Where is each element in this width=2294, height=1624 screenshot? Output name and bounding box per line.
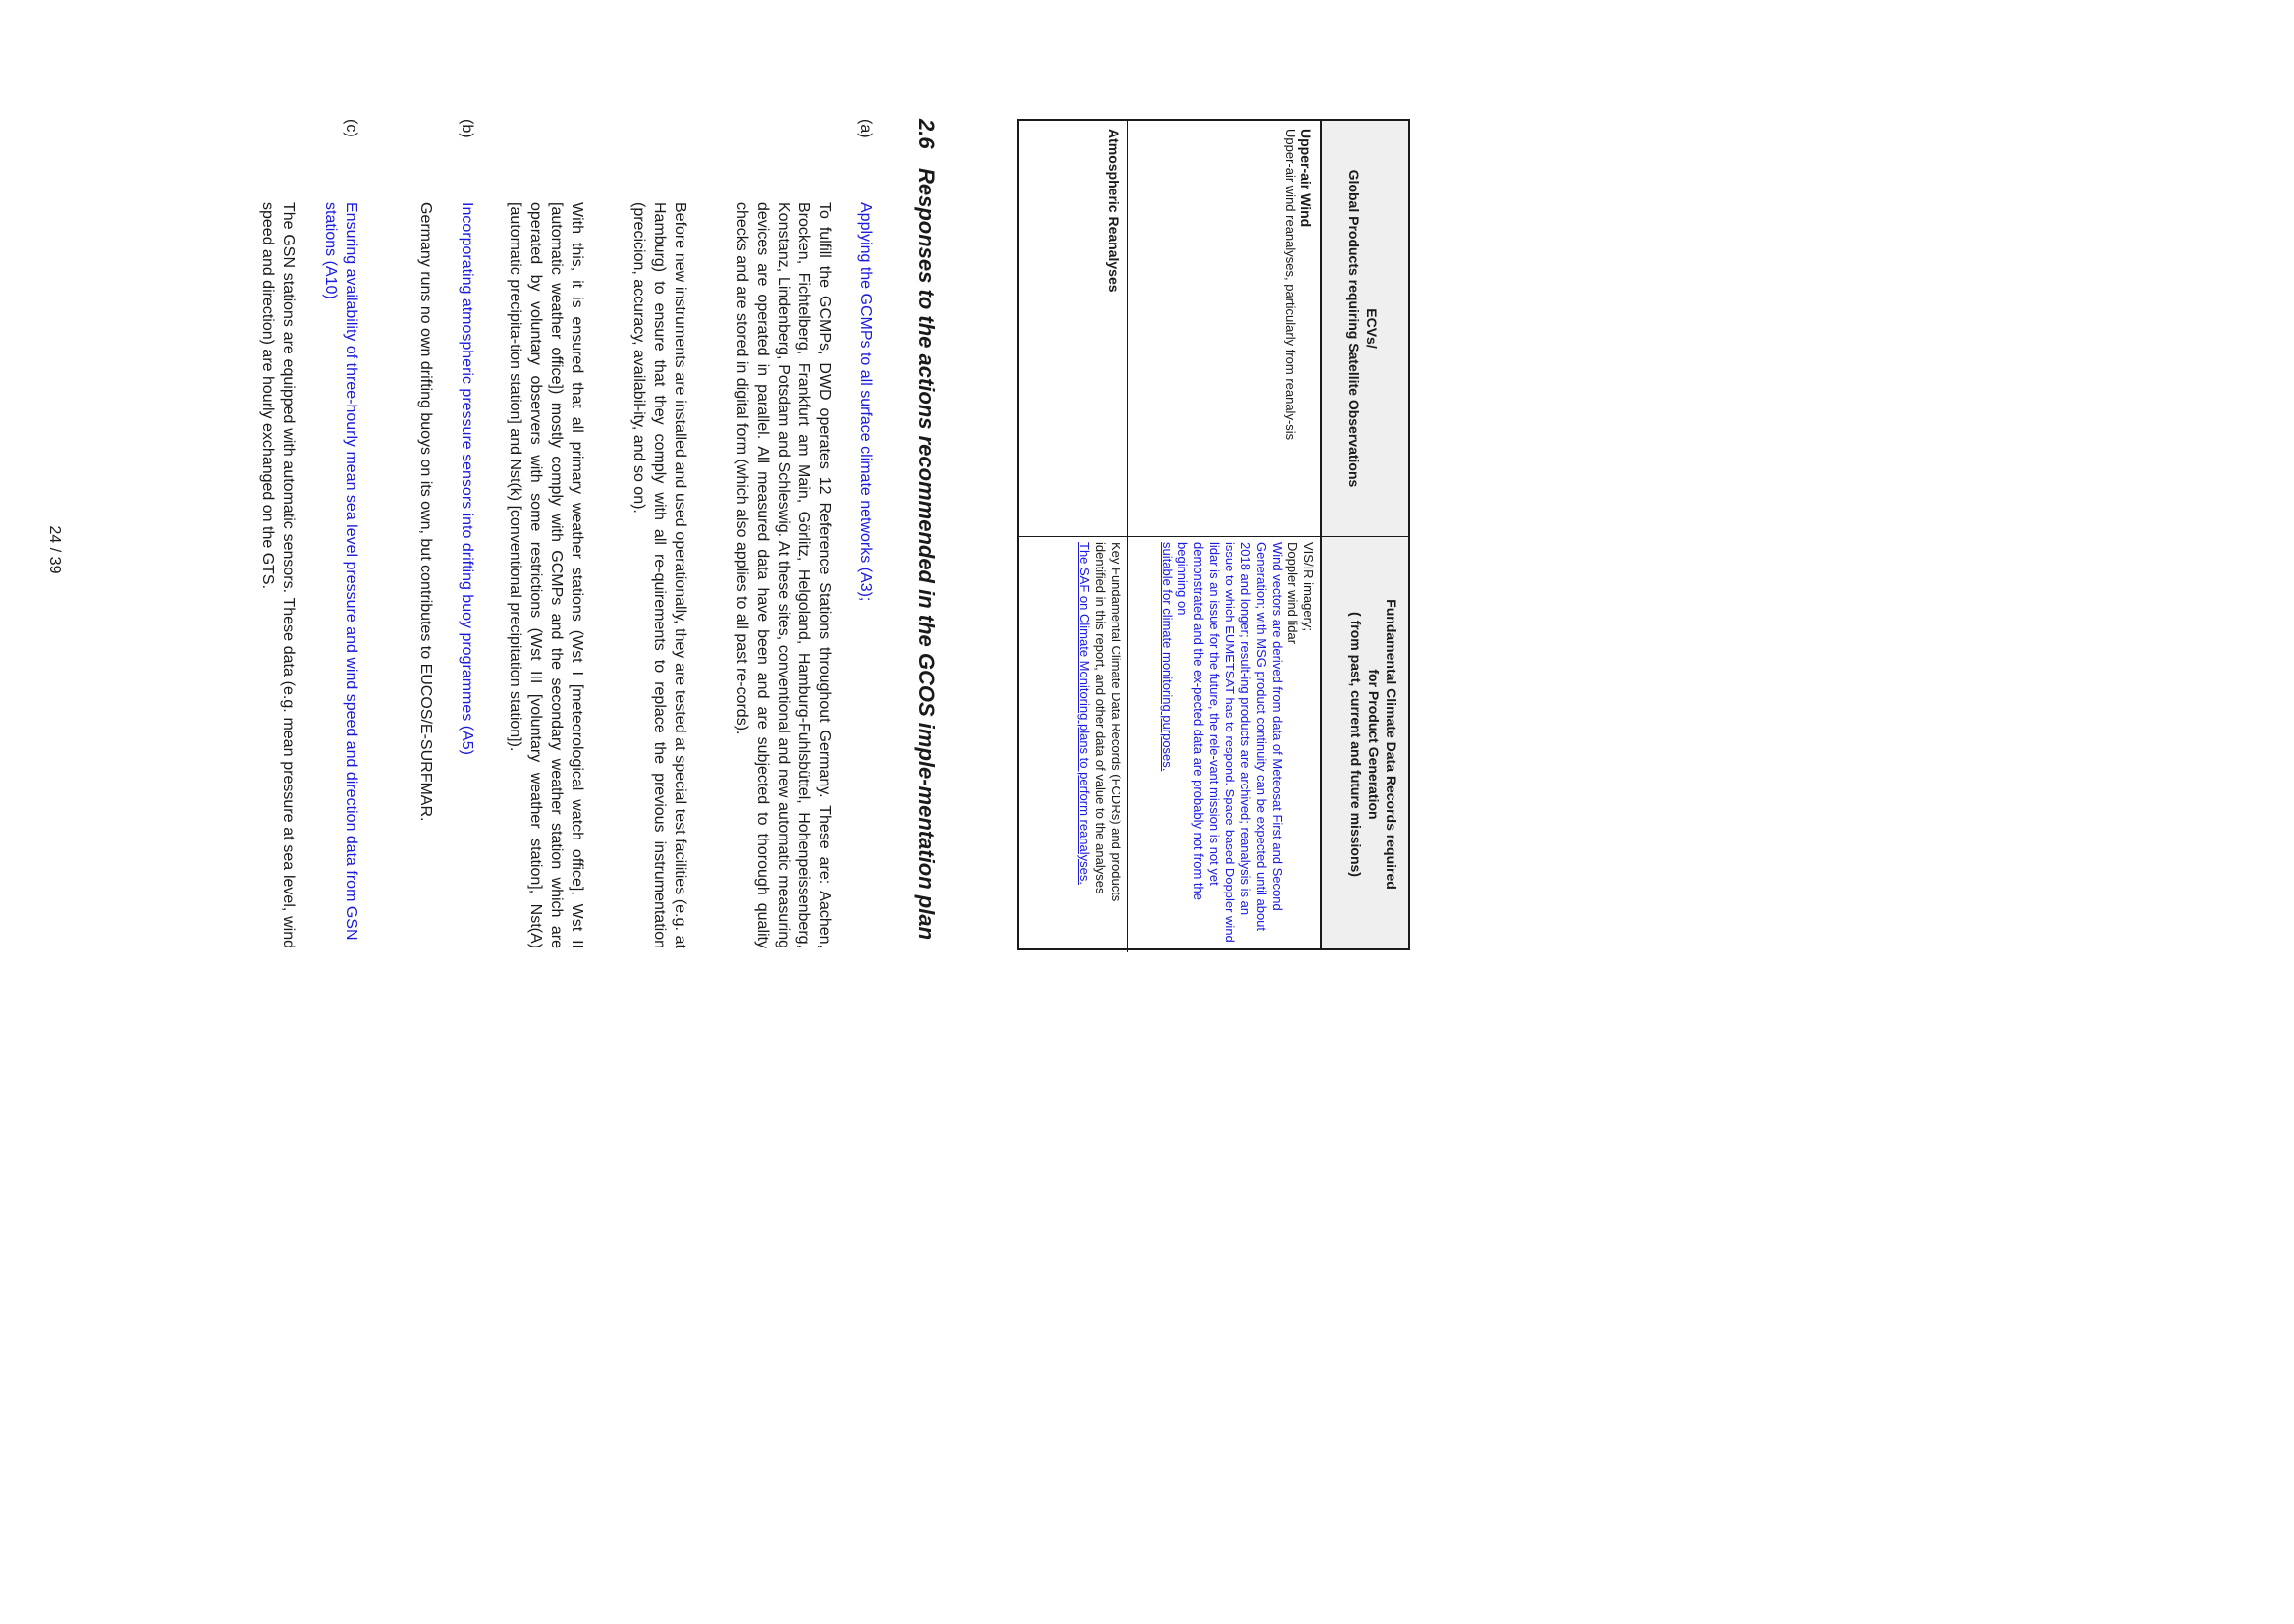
paragraph: With this, it is ensured that all primary weather stations (Wst I [meteorological watch office], Wst II [automatic weather office]) mostly comply with GCMPs and the secondary weather station which are operated by voluntary observers with some restrictions (Wst III [voluntary weather station], Nst(A) [automatic precipita-tion station] and Nst(k) [conventional precipitation station]).	[507, 202, 585, 948]
header-fcdr: Fundamental Climate Data Records required for Product Generation ( from past, current and future missions)	[1348, 599, 1399, 890]
item-heading-c[interactable]: Ensuring availability of three-hourly mean sea level pressure and wind speed and direction data from GSN stations (A10)	[322, 202, 359, 941]
document-page	[0, 0, 1540, 1090]
row-upper-air-wind-fcdr: VIS/IR imagery; Doppler wind lidar Wind vectors are derived from data of Meteosat First and Second Generation; with MSG product continuity can be expected until about 2018 and longer; result-ing products are archived; reanalysis is an issue to which EUMETSAT has to respond. Space-based Doppler wind lidar is an issue for the future, the rele-vant mission is not yet demonstrated and the ex-pected data are probably not from the beginning on suitable for climate monitoring purposes.	[1159, 542, 1316, 945]
blue-text: Wind vectors are derived from data of Meteosat First and Second Generation; with MSG product continuity can be expected until about 2018 and longer; result-ing products are archived; reanalysis is an issue to which EUMETSAT has to respond. Space-based Doppler wind lidar is an issue for the future, the rele-vant mission is not yet demonstrated and the ex-pected data are probably not from the beginning on	[1175, 542, 1284, 943]
paragraph: Germany runs no own drifting buoys on its own, but contributes to EUCOS/E-SURFMAR.	[417, 202, 434, 822]
section-number: 2.6	[914, 119, 939, 149]
item-heading-b[interactable]: Incorporating atmospheric pressure sensors into drifting buoy programmes (A5)	[459, 202, 475, 755]
item-heading-a[interactable]: Applying the GCMPs to all surface climate networks (A3);	[857, 202, 874, 602]
item-label-c: (c)	[343, 119, 359, 137]
row-title: Upper-air Wind	[1298, 129, 1314, 228]
row-title: Atmospheric Reanalyses	[1106, 129, 1121, 293]
header-ecvs: ECVs/ Global Products requiring Satellite Observations	[1346, 169, 1380, 488]
paragraph: Before new instruments are installed and used operationally, they are tested at special test facilities (e.g. at Hamburg) to ensure that they comply with all re-quirements to replace the previous instrumentation (precicion, accuracy, availabil-ity, and so on).	[630, 202, 688, 948]
row-atmospheric-reanalyses	[1106, 129, 1121, 531]
table-row-divider	[1127, 536, 1128, 952]
item-label-a: (a)	[857, 119, 874, 138]
page-number: 24 / 39	[46, 525, 63, 574]
section-title: Responses to the actions recommended in the GCOS imple-mentation plan	[914, 168, 939, 941]
ecv-table	[1017, 119, 1410, 950]
underlined-blue-text: suitable for climate monitoring purposes.	[1160, 542, 1174, 772]
row-upper-air-wind	[1283, 129, 1314, 531]
underlined-blue-text: The SAF on Climate Monitoring plans to perform reanalyses.	[1077, 542, 1092, 885]
paragraph: To fulfill the GCMPs, DWD operates 12 Reference Stations throughout Germany. These are: Aachen, Brocken, Fichtelberg, Frankfurt am Main, Görlitz, Helgoland, Hamburg-Fuhlsbüttel, Hohenpeissenberg, Konstanz, Lindenberg, Potsdam and Schleswig. At these sites, conventional and new automatic measuring devices are operated in parallel. All measured data have been and are subjected to thorough quality checks and are stored in digital form (which also applies to all past re-cords).	[734, 202, 833, 948]
table-row-divider	[1127, 121, 1128, 536]
paragraph: The GSN stations are equipped with automatic sensors. These data (e.g. mean pressure at sea level, wind speed and direction) are hourly exchanged on the GTS.	[259, 202, 297, 948]
item-label-b: (b)	[459, 119, 475, 138]
row-atmospheric-reanalyses-fcdr: Key Fundamental Climate Data Records (FCDRs) and products identified in this report, and other data of value to the analyses The SAF on Climate Monitoring plans to perform reanalyses.	[1076, 542, 1123, 945]
row-description: Upper-air wind reanalyses, particularly from reanaly-sis	[1284, 129, 1298, 441]
